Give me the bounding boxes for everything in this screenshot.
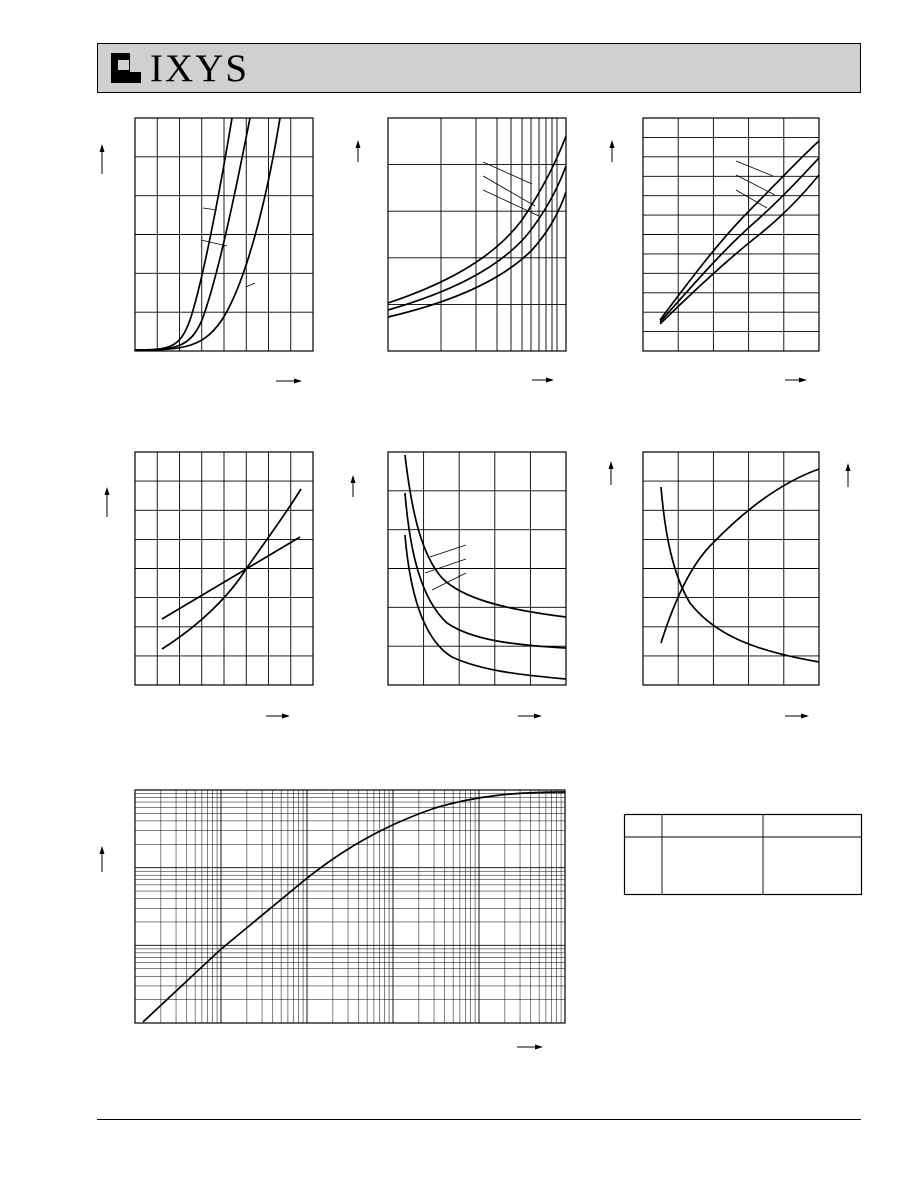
chart-6-y2-arrow-icon [846,463,851,487]
chart-6-series-1 [661,487,819,662]
chart-5-y-arrow-icon [351,475,356,497]
chart-4 [100,445,320,730]
chart-3-series-3 [660,175,819,324]
chart-6-y-arrow-icon [609,461,614,485]
chart-1-y-arrow-icon [100,144,105,174]
data-table [620,812,870,902]
chart-3-series-2 [660,158,819,322]
chart-6-series-2 [661,469,819,643]
chart-7 [95,780,575,1060]
chart-2-grid [388,118,566,351]
chart-3 [605,110,855,395]
logo-text: IXYS [150,47,250,90]
chart-5-series-2 [405,493,566,648]
ixys-logo-icon [111,53,141,83]
chart-4-series-2 [162,489,301,649]
chart-7-frame [135,790,565,1023]
chart-4-x-arrow-icon [266,714,290,719]
chart-1-series-2 [135,118,250,350]
chart-6 [605,445,855,730]
chart-1-series-1 [135,118,232,350]
chart-2-y-arrow-icon [356,140,361,162]
header-bar [97,43,861,93]
chart-7-series-1 [143,792,565,1022]
chart-6-grid [643,452,819,685]
chart-2-x-arrow-icon [532,378,554,383]
chart-2 [352,110,572,395]
chart-6-x-arrow-icon [785,714,809,719]
chart-7-grid [135,790,565,1023]
chart-1-series-3 [135,118,280,350]
chart-1 [100,110,320,395]
chart-4-grid [135,452,313,685]
chart-7-y-arrow-icon [100,846,105,872]
chart-1-x-arrow-icon [276,379,302,384]
chart-5-x-arrow-icon [518,714,542,719]
footer-rule [97,1119,861,1120]
chart-3-y-arrow-icon [610,140,615,162]
chart-7-x-arrow-icon [517,1045,543,1050]
chart-5-series-1 [405,455,566,617]
chart-5 [352,445,572,730]
chart-4-series-1 [162,537,300,619]
chart-4-y-arrow-icon [105,487,110,517]
chart-3-x-arrow-icon [785,378,807,383]
chart-5-grid [388,452,566,685]
